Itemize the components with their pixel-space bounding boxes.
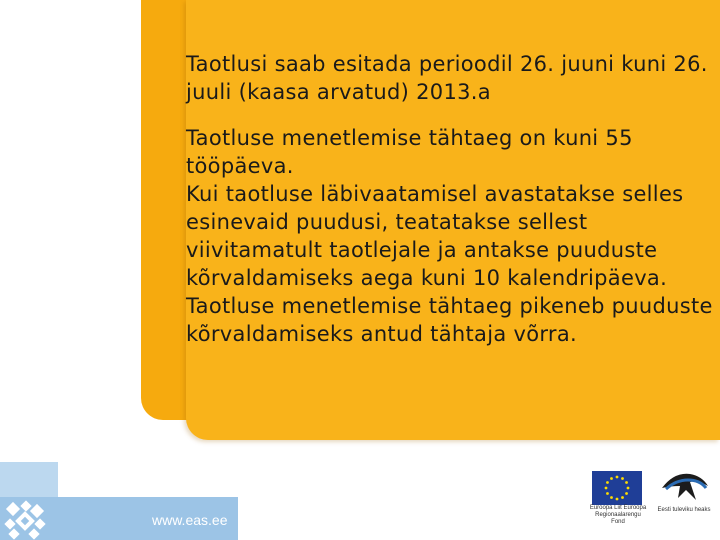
eu-flag-icon (592, 471, 642, 505)
eu-star (610, 477, 613, 480)
eu-star (616, 498, 619, 501)
eu-star (625, 492, 628, 495)
eu-star (616, 476, 619, 479)
paragraph-deficiencies: Kui taotluse läbivaatamisel avastatakse selles esinevaid puudusi, teatatakse sellest viivitamatult taotlejale ja antakse puuduste kõrvaldamiseks aega kuni 10 kalendripäeva. Taotluse menetlemise tähtaeg pikeneb puuduste kõrvaldamiseks antud tähtaja võrra. (186, 182, 713, 346)
website-url[interactable]: www.eas.ee (152, 512, 228, 528)
eu-caption: Euroopa Liit Euroopa Regionaalarengu Fond (589, 505, 647, 525)
eu-star (621, 496, 624, 499)
eu-star (606, 492, 609, 495)
paragraph-application-period: Taotlusi saab esitada perioodil 26. juuni kuni 26. juuli (kaasa arvatud) 2013.a (186, 52, 708, 104)
eu-star (627, 487, 630, 490)
estonia-swallow-icon (656, 468, 714, 508)
estonia-caption: Eesti tuleviku heaks (657, 507, 711, 513)
eu-star (605, 487, 608, 490)
snowflake-icon (2, 498, 48, 540)
eu-star (625, 481, 628, 484)
slide-body (186, 50, 716, 348)
eu-star (606, 481, 609, 484)
eu-star (610, 496, 613, 499)
paragraph-processing-deadline: Taotluse menetlemise tähtaeg on kuni 55 tööpäeva. (186, 126, 633, 178)
eu-star (621, 477, 624, 480)
